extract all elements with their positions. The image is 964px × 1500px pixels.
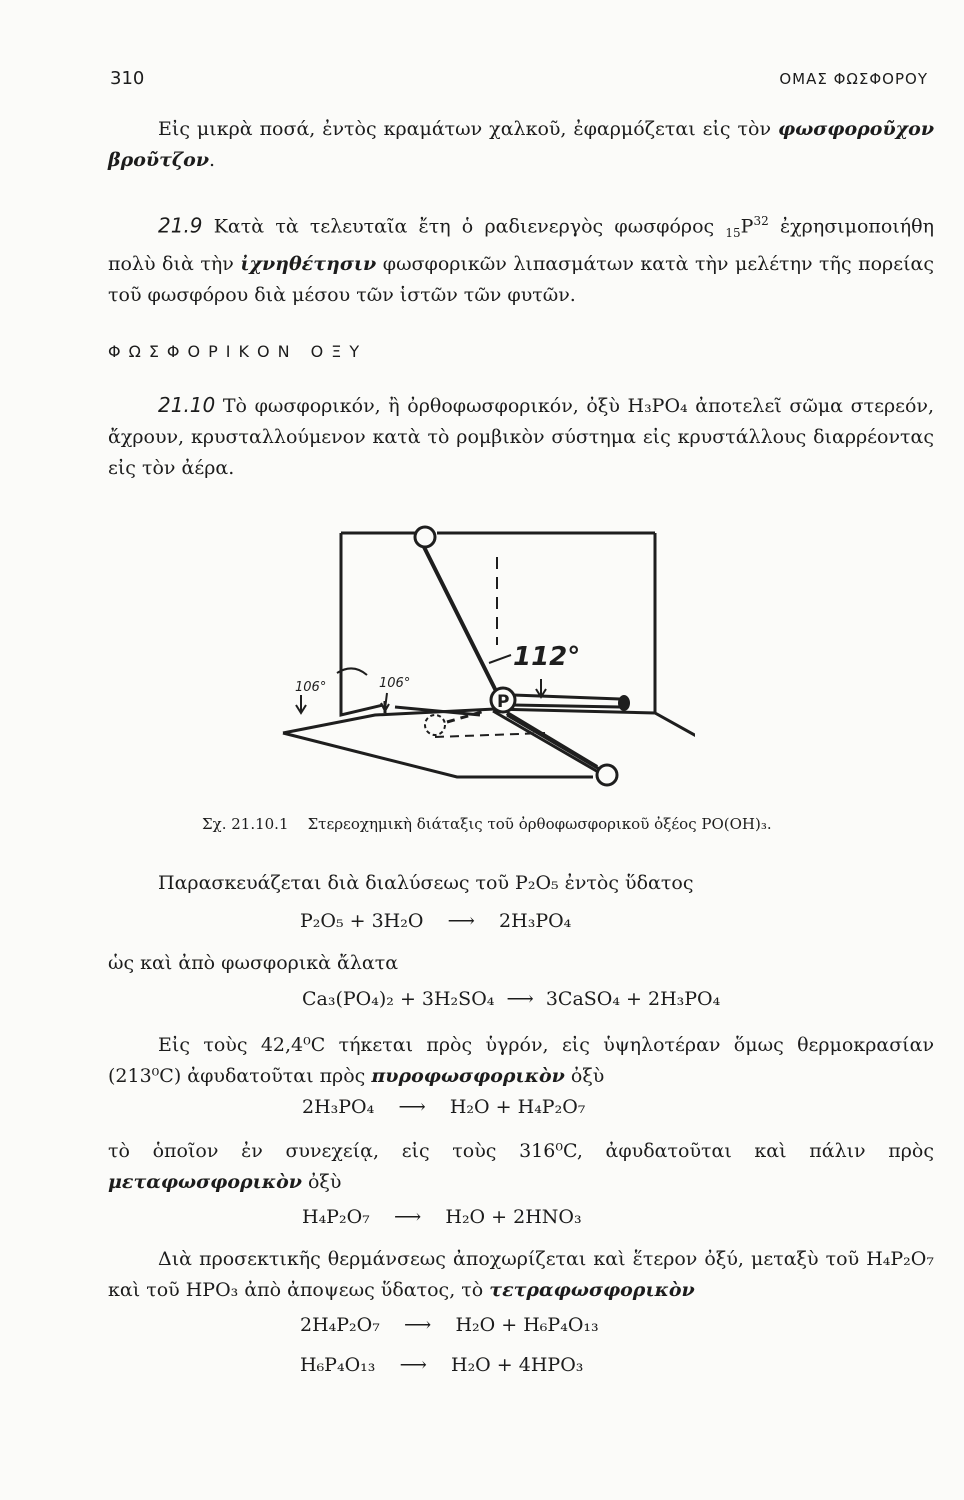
paragraph-text: ὀξὺ bbox=[301, 1171, 342, 1193]
equation-lhs: 2H₃PO₄ bbox=[302, 1096, 375, 1118]
floor-plane bbox=[283, 709, 695, 777]
oh-right bbox=[618, 695, 630, 711]
equation-rhs: 2H₃PO₄ bbox=[499, 910, 572, 932]
equation-lhs: P₂O₅ + 3H₂O bbox=[300, 910, 424, 932]
running-title: ΟΜΑΣ ΦΩΣΦΟΡΟΥ bbox=[779, 70, 928, 88]
paragraph-text: τὸ ὁποῖον ἐν συνεχείᾳ, εἰς τοὺς 316⁰C, ἀφυδατοῦται καὶ πάλιν πρὸς bbox=[108, 1140, 934, 1162]
arrow-right bbox=[381, 693, 389, 711]
page-number: 310 bbox=[110, 68, 145, 89]
equation-arrow: ⟶ bbox=[399, 1354, 427, 1376]
inner-plane bbox=[493, 711, 600, 773]
angle-112-label: 112° bbox=[513, 642, 581, 672]
intro-term: φωσφοροῦχον βροῦτζον bbox=[108, 118, 934, 171]
back-panel bbox=[341, 533, 383, 715]
equation-arrow: ⟶ bbox=[404, 1314, 432, 1336]
equation-5 bbox=[300, 1314, 599, 1336]
section-21-10 bbox=[108, 390, 934, 484]
caption-text: Στερεοχημικὴ διάταξις τοῦ ὀρθοφωσφορικοῦ ὀξέος PO(OH)₃. bbox=[307, 815, 772, 833]
paragraph-text: Εἰς τοὺς 42,4⁰C τήκεται πρὸς ὑγρόν, εἰς ὑψηλοτέραν ὅμως θερμοκρασίαν (213⁰C) ἀφυδατοῦται πρὸς bbox=[108, 1034, 934, 1087]
equation-arrow: ⟶ bbox=[506, 988, 534, 1010]
equation-lhs: 2H₄P₂O₇ bbox=[300, 1314, 380, 1336]
equation-rhs: H₂O + 4HPO₃ bbox=[451, 1354, 584, 1376]
equation-3 bbox=[302, 1096, 585, 1118]
bond-right-b bbox=[513, 705, 620, 707]
equation-rhs: H₂O + H₄P₂O₇ bbox=[449, 1096, 586, 1118]
paragraph-term: μεταφωσφορικὸν bbox=[108, 1171, 302, 1193]
section-text: ἀποτελεῖ σῶμα στερεόν, ἄχρουν, κρυσταλλούμενον κατὰ τὸ ρομβικὸν σύστημα εἰς κρυστάλλους διαρρέοντας εἰς τὸν ἀέρα. bbox=[108, 395, 934, 479]
equation-arrow: ⟶ bbox=[447, 910, 475, 932]
intro-end: . bbox=[209, 149, 216, 171]
isotope-mass: 32 bbox=[753, 214, 769, 228]
paragraph-term: τετραφωσφορικὸν bbox=[489, 1279, 695, 1301]
equation-rhs: H₂O + 2HNO₃ bbox=[445, 1206, 582, 1228]
isotope-symbol: P bbox=[740, 215, 754, 238]
tetra-paragraph bbox=[108, 1244, 934, 1306]
angle-106-right: 106° bbox=[379, 676, 411, 691]
equation-lhs: H₆P₄O₁₃ bbox=[300, 1354, 376, 1376]
equation-lhs: Ca₃(PO₄)₂ + 3H₂SO₄ bbox=[302, 988, 495, 1010]
equation-rhs: 3CaSO₄ + 2H₃PO₄ bbox=[545, 988, 721, 1010]
oxygen-top bbox=[415, 527, 435, 547]
equation-2 bbox=[302, 988, 720, 1010]
figure-caption bbox=[202, 815, 772, 833]
caption-label: Σχ. 21.10.1 bbox=[202, 815, 289, 833]
formula: H₃PO₄ bbox=[627, 395, 688, 417]
section-text: ἐχρησιμοποιήθη πολὺ διὰ τὴν bbox=[108, 215, 934, 276]
section-text: Τὸ φωσφορικόν, ἢ ὀρθοφωσφορικόν, ὀξὺ bbox=[215, 395, 628, 417]
intro-paragraph bbox=[108, 114, 934, 176]
oxygen-left bbox=[425, 715, 445, 735]
melt-paragraph bbox=[108, 1030, 934, 1092]
equation-4 bbox=[302, 1206, 582, 1228]
figure-drawing bbox=[275, 515, 695, 805]
section-number: 21.10 bbox=[158, 393, 216, 417]
equation-rhs: H₂O + H₆P₄O₁₃ bbox=[455, 1314, 599, 1336]
phosphorus-label: P bbox=[497, 692, 510, 712]
isotope-prefix: 15 bbox=[725, 226, 741, 241]
section-term: ἰχνηθέτησιν bbox=[240, 253, 377, 276]
oxygen-bottom bbox=[597, 765, 617, 785]
section-21-9 bbox=[108, 206, 934, 311]
paragraph-text: ὀξὺ bbox=[564, 1065, 605, 1087]
bond-right-a bbox=[513, 695, 620, 699]
prep-paragraph: Παρασκευάζεται διὰ διαλύσεως τοῦ P₂O₅ ἐντὸς ὕδατος bbox=[158, 872, 694, 894]
section-heading: ΦΩΣΦΟΡΙΚΟΝ ΟΞΥ bbox=[108, 342, 368, 361]
equation-arrow: ⟶ bbox=[398, 1096, 426, 1118]
salts-line: ὡς καὶ ἀπὸ φωσφορικὰ ἄλατα bbox=[108, 952, 399, 974]
arrow-down bbox=[536, 679, 546, 697]
equation-lhs: H₄P₂O₇ bbox=[302, 1206, 370, 1228]
arrow-left bbox=[296, 695, 306, 713]
intro-text: Εἰς μικρὰ ποσά, ἐντὸς κραμάτων χαλκοῦ, ἐφαρμόζεται εἰς τὸν bbox=[158, 118, 778, 140]
arrow-112 bbox=[489, 655, 511, 663]
section-number: 21.9 bbox=[158, 213, 203, 238]
angle-106-left: 106° bbox=[295, 680, 327, 695]
paragraph-term: πυροφωσφορικὸν bbox=[371, 1065, 565, 1087]
stereochemistry-figure bbox=[275, 515, 695, 809]
bond-up bbox=[423, 545, 497, 693]
paragraph-text: Διὰ προσεκτικῆς θερμάνσεως ἀποχωρίζεται καὶ ἕτερον ὀξύ, μεταξὺ τοῦ H₄P₂O₇ καὶ τοῦ HPO₃ ἀπὸ ἀποψεως ὕδατος, τὸ bbox=[108, 1248, 934, 1301]
equation-arrow: ⟶ bbox=[393, 1206, 422, 1228]
equation-1 bbox=[300, 910, 571, 932]
section-text: Κατὰ τὰ τελευταῖα ἔτη ὁ ραδιενεργὸς φωσφόρος bbox=[202, 215, 726, 238]
meta-paragraph bbox=[108, 1136, 934, 1198]
bond-down bbox=[507, 713, 597, 767]
section-text: φωσφορικῶν λιπασμάτων κατὰ τὴν μελέτην τῆς πορείας τοῦ φωσφόρου διὰ μέσου τῶν ἱστῶν τῶν φυτῶν. bbox=[108, 253, 934, 307]
dashed-ref bbox=[435, 733, 545, 737]
equation-6 bbox=[300, 1354, 583, 1376]
